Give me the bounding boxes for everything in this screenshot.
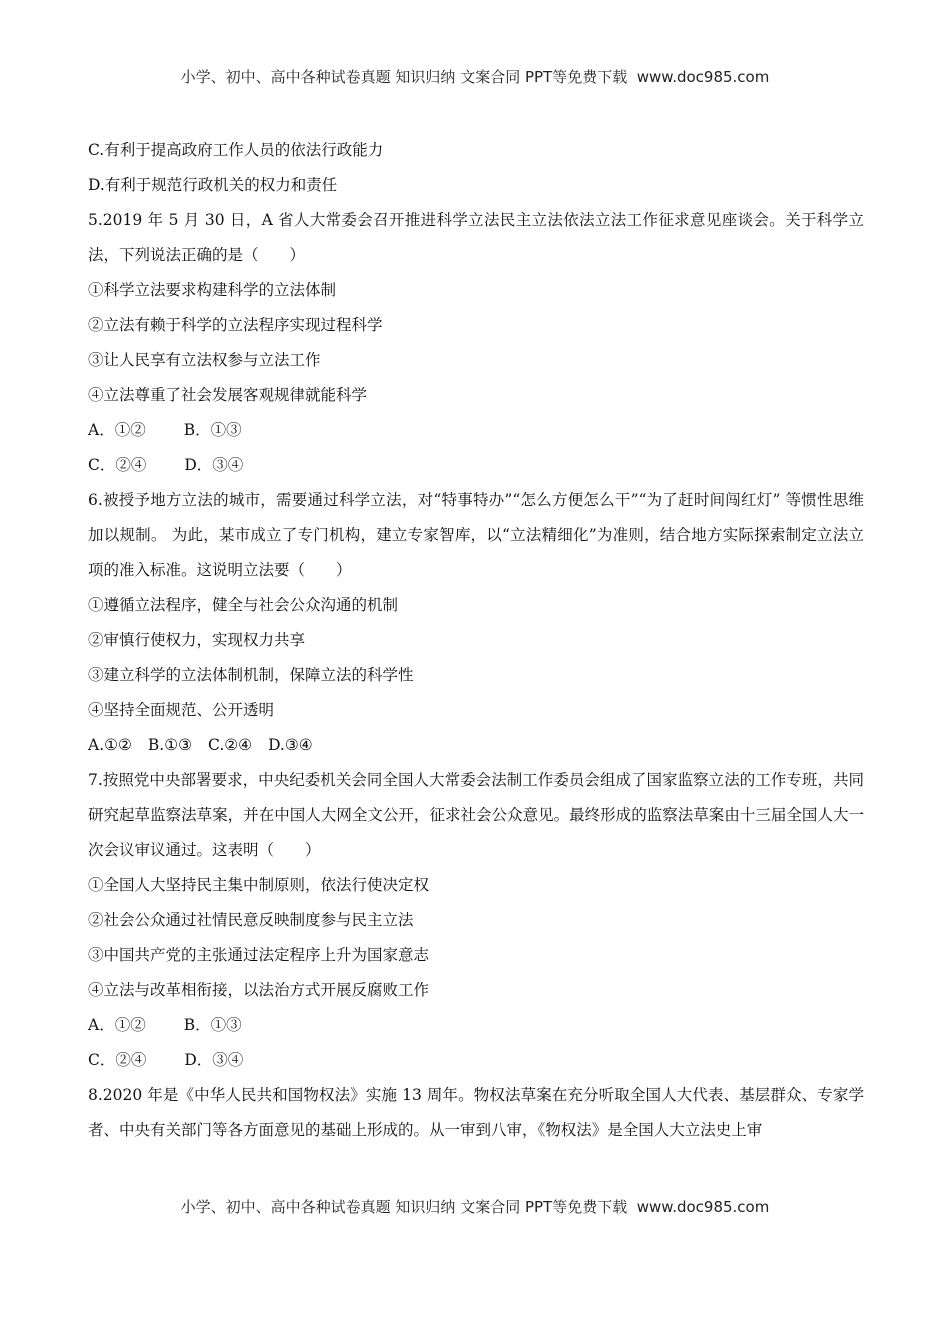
question-7-option-b: B．①③: [183, 1016, 242, 1034]
question-5-item-3: ③让人民享有立法权参与立法工作: [88, 351, 321, 369]
question-6-stem: 6.被授予地方立法的城市，需要通过科学立法，对“特事特办”“怎么方便怎么干”“为了赶时间闯红灯” 等惯性思维加以规制。 为此，某市成立了专门机构，建立专家智库，以“立法精细化”为准则，结合地方实际探索制定立法立项的准入标准。这说明立法要（ ）: [88, 491, 864, 579]
question-6: [88, 483, 864, 763]
header-url: www.doc985.com: [636, 68, 770, 86]
question-7-option-a: A．①②: [88, 1016, 146, 1034]
question-5-item-2: ②立法有赖于科学的立法程序实现过程科学: [88, 316, 383, 334]
question-7-options-row-2: [88, 1043, 864, 1078]
question-8-stem: 8.2020 年是《中华人民共和国物权法》实施 13 周年。物权法草案在充分听取全国人大代表、基层群众、专家学者、中央有关部门等各方面意见的基础上形成的。从一审到八审，《物权法》是全国人大立法史上审: [88, 1086, 864, 1139]
header-text: 小学、初中、高中各种试卷真题 知识归纳 文案合同 PPT等免费下载: [180, 68, 628, 86]
question-5-options-row-2: [88, 448, 864, 483]
question-8: [88, 1078, 864, 1148]
question-5-option-d: D．③④: [184, 456, 244, 474]
question-5-option-a: A．①②: [88, 421, 146, 439]
question-6-option-d: D.③④: [268, 736, 313, 754]
question-6-item-2: ②审慎行使权力，实现权力共享: [88, 631, 306, 649]
question-5-option-b: B．①③: [183, 421, 242, 439]
question-6-item-3: ③建立科学的立法体制机制，保障立法的科学性: [88, 666, 414, 684]
question-7-item-3: ③中国共产党的主张通过法定程序上升为国家意志: [88, 946, 430, 964]
question-6-item-4: ④坚持全面规范、公开透明: [88, 701, 275, 719]
document-body: [88, 133, 864, 1148]
question-6-item-1: ①遵循立法程序，健全与社会公众沟通的机制: [88, 596, 399, 614]
question-5-item-1: ①科学立法要求构建科学的立法体制: [88, 281, 337, 299]
page-header: [0, 66, 950, 87]
question-7-option-d: D．③④: [184, 1051, 244, 1069]
question-5-option-c: C．②④: [88, 456, 147, 474]
question-7-stem: 7.按照党中央部署要求，中央纪委机关会同全国人大常委会法制工作委员会组成了国家监察立法的工作专班，共同研究起草监察法草案，并在中国人大网全文公开，征求社会公众意见。最终形成的监察法草案由十三届全国人大一次会议审议通过。这表明（ ）: [88, 771, 864, 859]
prev-option-d: D.有利于规范行政机关的权力和责任: [88, 176, 338, 194]
question-7-item-2: ②社会公众通过社情民意反映制度参与民主立法: [88, 911, 414, 929]
question-7: [88, 763, 864, 1078]
question-7-option-c: C．②④: [88, 1051, 147, 1069]
question-5-item-4: ④立法尊重了社会发展客观规律就能科学: [88, 386, 368, 404]
question-7-options-row-1: [88, 1008, 864, 1043]
question-6-option-b: B.①③: [147, 736, 193, 754]
question-6-option-c: C.②④: [208, 736, 253, 754]
question-6-option-a: A.①②: [88, 736, 132, 754]
page-footer: [0, 1196, 950, 1217]
question-5-options-row-1: [88, 413, 864, 448]
question-6-options-row: [88, 728, 864, 763]
question-5-stem: 5.2019 年 5 月 30 日，A 省人大常委会召开推进科学立法民主立法依法立法工作征求意见座谈会。关于科学立法，下列说法正确的是（ ）: [88, 211, 864, 264]
prev-option-c: C.有利于提高政府工作人员的依法行政能力: [88, 141, 384, 159]
question-7-item-4: ④立法与改革相衔接，以法治方式开展反腐败工作: [88, 981, 430, 999]
question-5: [88, 203, 864, 483]
footer-url: www.doc985.com: [636, 1198, 770, 1216]
question-7-item-1: ①全国人大坚持民主集中制原则，依法行使决定权: [88, 876, 430, 894]
footer-text: 小学、初中、高中各种试卷真题 知识归纳 文案合同 PPT等免费下载: [180, 1198, 628, 1216]
